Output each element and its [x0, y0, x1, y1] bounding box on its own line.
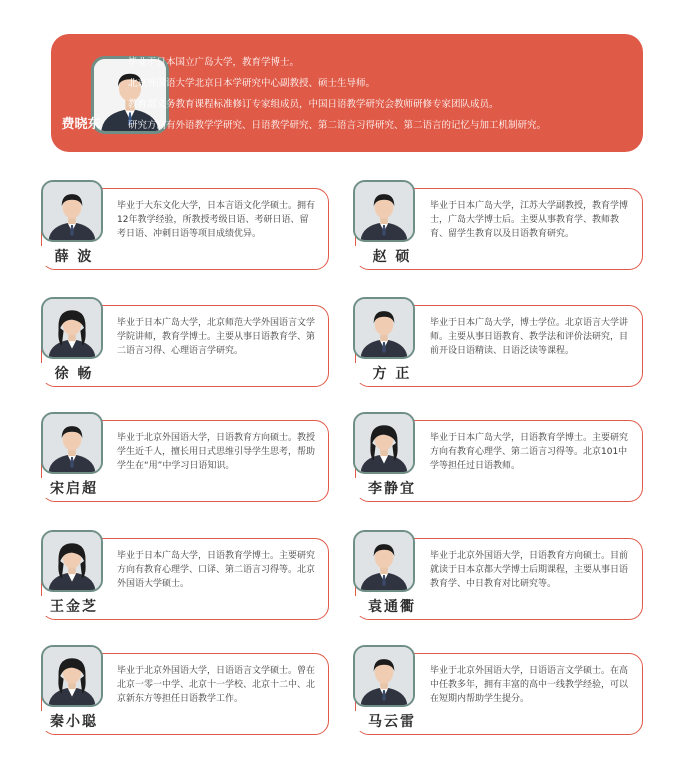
teacher-name: 王金芝 — [34, 596, 114, 616]
teacher-name: 薛 波 — [34, 246, 114, 266]
teacher-bio: 毕业于北京外国语大学，日语语言文学硕士。曾在北京一零一中学、北京十一学校、北京十二中、北京新东方等担任日语教学工作。 — [117, 666, 316, 704]
portrait-icon — [43, 299, 101, 357]
teacher-photo — [353, 645, 415, 707]
teacher-bio: 毕业于日本广岛大学，江苏大学副教授，教育学博士，广岛大学博士后。主要从事教育学、教师教育、留学生教育以及日语教育研究。 — [430, 201, 629, 239]
teacher-bio: 毕业于日本广岛大学，日语教育学博士。主要研究方向有教育心理学、口译、第二语言习得等。北京外国语大学硕士。 — [117, 551, 316, 589]
teacher-name: 方 正 — [352, 363, 432, 383]
portrait-icon — [43, 414, 101, 472]
teacher-photo — [353, 530, 415, 592]
teacher-photo — [353, 297, 415, 359]
featured-teacher-bio-line: 毕业于日本国立广岛大学，教育学博士。 — [128, 57, 300, 68]
portrait-icon — [43, 532, 101, 590]
teacher-name: 赵 硕 — [352, 246, 432, 266]
portrait-icon — [355, 414, 413, 472]
portrait-icon — [43, 182, 101, 240]
teacher-photo — [353, 412, 415, 474]
portrait-icon — [43, 647, 101, 705]
featured-teacher-bio-line: 教育部义务教育课程标准修订专家组成员，中国日语教学研究会教师研修专家团队成员。 — [128, 99, 499, 110]
portrait-icon — [355, 532, 413, 590]
featured-teacher-card — [51, 34, 643, 152]
teacher-name: 徐 畅 — [34, 363, 114, 383]
teacher-bio: 毕业于北京外国语大学，日语语言文学硕士。在高中任教多年，拥有丰富的高中一线教学经验，可以在短期内帮助学生提分。 — [430, 666, 629, 704]
teacher-name: 宋启超 — [34, 478, 114, 498]
teacher-name: 秦小聪 — [34, 711, 114, 731]
teacher-bio: 毕业于日本广岛大学，日语教育学博士。主要研究方向有教育心理学、第二语言习得等。北京101中学等担任过日语教师。 — [430, 433, 629, 471]
teacher-name: 马云雷 — [352, 711, 432, 731]
teacher-photo — [41, 412, 103, 474]
teacher-name: 袁通衢 — [352, 596, 432, 616]
featured-teacher-bio-line: 北京外国语大学北京日本学研究中心副教授、硕士生导师。 — [128, 78, 376, 89]
featured-teacher-bio — [128, 52, 638, 136]
teacher-bio: 毕业于北京外国语大学，日语教育方向硕士。教授学生近千人，擅长用日式思维引导学生思考，帮助学生在“用”中学习日语知识。 — [117, 433, 316, 471]
featured-teacher-name: 费晓东 — [61, 117, 101, 132]
teacher-name: 李静宜 — [352, 478, 432, 498]
teacher-bio: 毕业于北京外国语大学，日语教育方向硕士。目前就读于日本京都大学博士后期课程，主要从事日语教育学、中日教育对比研究等。 — [430, 551, 629, 589]
teacher-bio: 毕业于大东文化大学，日本言语文化学硕士。拥有12年教学经验，所教授考级日语、考研日语、留考日语、冲刺日语等项目成绩优异。 — [117, 201, 316, 239]
featured-teacher-bio-line: 研究方向有外语教学学研究、日语教学研究、第二语言习得研究、第二语言的记忆与加工机制研究。 — [128, 120, 547, 131]
teacher-photo — [41, 645, 103, 707]
teacher-photo — [41, 180, 103, 242]
portrait-icon — [355, 182, 413, 240]
teacher-bio: 毕业于日本广岛大学，博士学位。北京语言大学讲师。主要从事日语教育、教学法和评价法研究，目前开设日语精读、日语泛读等课程。 — [430, 318, 629, 356]
teacher-photo — [353, 180, 415, 242]
teacher-photo — [41, 530, 103, 592]
teacher-bio: 毕业于日本广岛大学，北京师范大学外国语言文学学院讲师，教育学博士。主要从事日语教育学、第二语言习得、心理语言学研究。 — [117, 318, 316, 356]
portrait-icon — [355, 299, 413, 357]
teacher-photo — [41, 297, 103, 359]
portrait-icon — [355, 647, 413, 705]
